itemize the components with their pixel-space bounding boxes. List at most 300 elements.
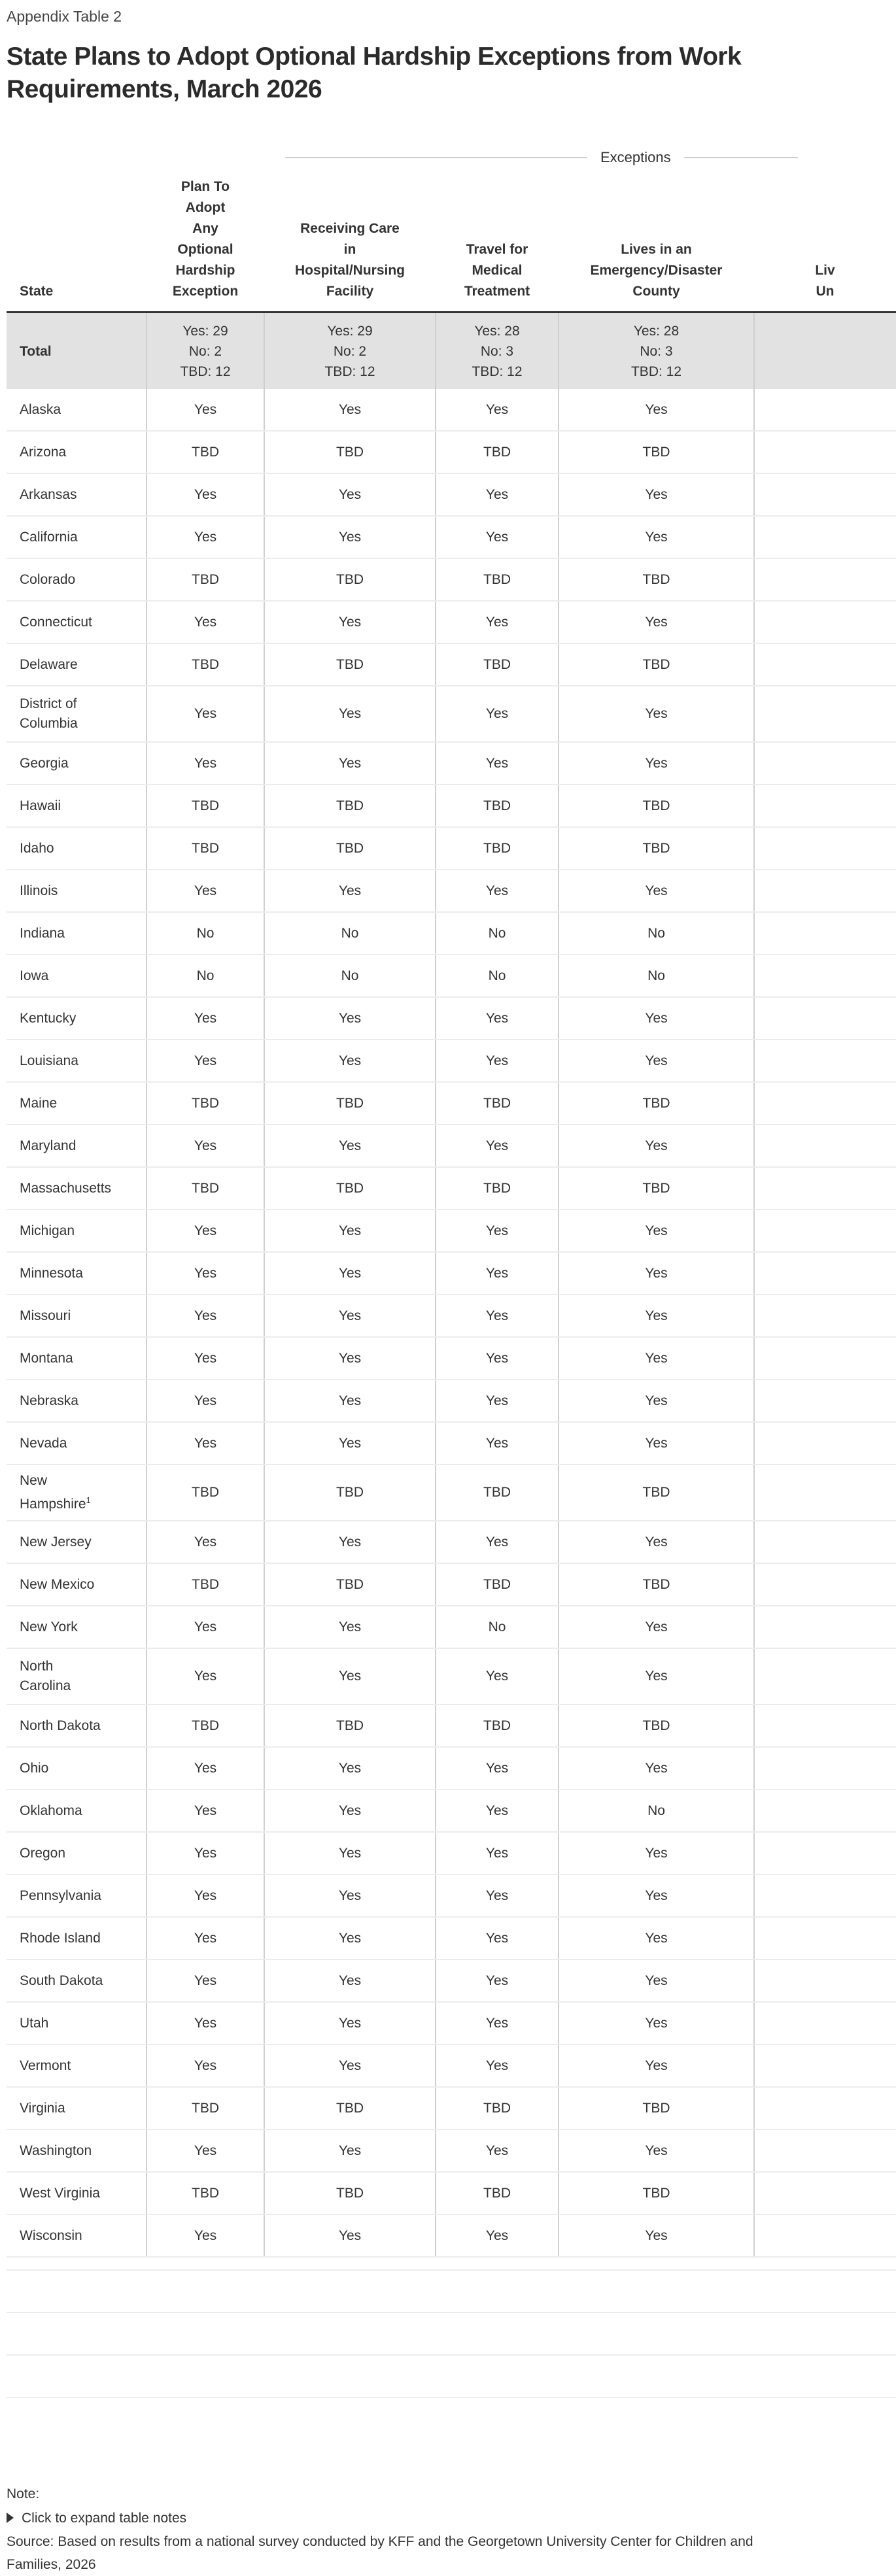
table-cell — [754, 558, 896, 601]
state-name-line: West Virginia — [20, 2185, 100, 2201]
table-row — [7, 1959, 896, 2002]
table-cell: Yes — [146, 1917, 264, 1959]
table-cell — [754, 1380, 896, 1422]
table-cell: Yes — [146, 686, 264, 742]
total-cell-line: TBD: 12 — [630, 364, 682, 379]
column-header-line: Treatment — [464, 284, 530, 299]
state-name-line: North — [20, 1659, 54, 1674]
state-name — [7, 1747, 146, 1789]
total-cell-line: No: 2 — [188, 343, 222, 359]
table-cell: Yes — [146, 1648, 264, 1704]
state-name-line: District of — [20, 696, 77, 711]
table-cell: Yes — [264, 473, 436, 516]
table-cell: TBD — [436, 1167, 559, 1210]
state-name-line: Massachusetts — [20, 1180, 112, 1196]
state-name — [7, 1521, 146, 1563]
state-name — [7, 1167, 146, 1210]
state-name — [7, 1380, 146, 1422]
table-cell: Yes — [559, 1606, 754, 1648]
table-cell: No — [146, 912, 264, 955]
table-cell: TBD — [264, 2087, 436, 2129]
column-header-line: State — [20, 284, 54, 299]
table-cell: TBD — [436, 643, 559, 686]
table-cell: Yes — [146, 1747, 264, 1789]
table-cell: Yes — [559, 1295, 754, 1337]
table-cell: Yes — [559, 2002, 754, 2044]
empty-cell — [436, 2355, 559, 2398]
table-cell — [754, 1874, 896, 1917]
table-cell: No — [436, 955, 559, 997]
source-text: Source: Based on results from a national survey conducted by KFF and the Georgetown University Center for Children and Families, 2026 — [7, 2534, 753, 2572]
table-cell: TBD — [559, 1563, 754, 1606]
table-row — [7, 1648, 896, 1704]
table-cell: No — [559, 912, 754, 955]
table-cell: Yes — [146, 1337, 264, 1380]
state-name — [7, 1959, 146, 2002]
group-rule-left — [285, 157, 587, 158]
state-name — [7, 1295, 146, 1337]
table-row — [7, 870, 896, 912]
table-row — [7, 2087, 896, 2129]
table-cell: TBD — [559, 1167, 754, 1210]
total-cell-line: Yes: 29 — [182, 323, 228, 339]
table-cell: Yes — [146, 2129, 264, 2172]
state-name-line: Indiana — [20, 925, 65, 941]
empty-cell — [436, 2270, 559, 2313]
table-cell: Yes — [436, 997, 559, 1040]
table-eyebrow: Appendix Table 2 — [7, 8, 122, 25]
table-row — [7, 742, 896, 785]
table-cell: Yes — [146, 1606, 264, 1648]
table-cell: Yes — [559, 516, 754, 558]
table-cell — [754, 431, 896, 473]
table-cell: TBD — [559, 558, 754, 601]
state-name-line: Colorado — [20, 571, 76, 587]
table-cell: Yes — [264, 742, 436, 785]
total-cell-line: No: 3 — [640, 343, 673, 359]
table-cell — [754, 2044, 896, 2087]
column-header[interactable] — [559, 177, 754, 313]
state-name — [7, 1832, 146, 1874]
table-row — [7, 2044, 896, 2087]
state-name — [7, 1789, 146, 1832]
table-cell: Yes — [146, 1422, 264, 1465]
table-cell: Yes — [264, 1747, 436, 1789]
empty-row — [7, 2355, 896, 2398]
table-cell: Yes — [559, 2129, 754, 2172]
table-cell: No — [146, 955, 264, 997]
column-header-line: Exception — [172, 284, 239, 299]
state-name-line: Wisconsin — [20, 2228, 82, 2243]
total-cell-line: No: 2 — [333, 343, 367, 359]
state-name — [7, 1563, 146, 1606]
table-cell — [754, 389, 896, 431]
state-name — [7, 431, 146, 473]
table-cell — [754, 1704, 896, 1747]
state-name — [7, 785, 146, 827]
column-header-line: Plan To — [181, 179, 230, 194]
total-row — [7, 313, 896, 390]
empty-cell — [559, 2270, 754, 2313]
table-cell — [754, 601, 896, 643]
table-cell: TBD — [559, 2172, 754, 2214]
table-cell — [754, 1082, 896, 1125]
state-name-line: Idaho — [20, 840, 54, 856]
table-cell: Yes — [559, 1648, 754, 1704]
table-cell: TBD — [436, 785, 559, 827]
column-header-line: Optional — [177, 242, 233, 257]
table-row — [7, 643, 896, 686]
table-cell: No — [264, 912, 436, 955]
empty-cell — [754, 2313, 896, 2355]
column-header-line: Any — [192, 221, 218, 236]
state-name-line: Kentucky — [20, 1010, 77, 1026]
table-cell: Yes — [146, 870, 264, 912]
table-cell: Yes — [264, 1125, 436, 1167]
table-row — [7, 473, 896, 516]
table-cell: Yes — [146, 2214, 264, 2257]
state-name-line: Carolina — [20, 1678, 71, 1693]
table-cell: No — [559, 1789, 754, 1832]
table-cell — [754, 1040, 896, 1082]
table-row — [7, 1422, 896, 1465]
column-header[interactable] — [146, 177, 264, 313]
table-row — [7, 1874, 896, 1917]
table-cell: TBD — [436, 1563, 559, 1606]
table-cell: TBD — [146, 643, 264, 686]
table-row — [7, 389, 896, 431]
table-cell: No — [559, 955, 754, 997]
state-name-line: Oregon — [20, 1845, 66, 1861]
table-row — [7, 912, 896, 955]
empty-cell — [754, 2270, 896, 2313]
table-cell: Yes — [146, 601, 264, 643]
table-row — [7, 1210, 896, 1252]
table-cell: Yes — [559, 1210, 754, 1252]
data-table-container[interactable] — [7, 177, 835, 2398]
total-label: Total — [7, 313, 146, 390]
table-cell: Yes — [436, 1422, 559, 1465]
table-cell: Yes — [264, 1959, 436, 2002]
table-row — [7, 1252, 896, 1295]
table-cell: Yes — [559, 389, 754, 431]
table-cell: Yes — [559, 2044, 754, 2087]
column-header-line: in — [343, 242, 356, 257]
table-cell — [754, 1917, 896, 1959]
empty-cell — [754, 2355, 896, 2398]
table-cell: Yes — [559, 1521, 754, 1563]
state-name-line: Maryland — [20, 1138, 77, 1153]
expand-notes-toggle[interactable] — [7, 2506, 785, 2530]
table-cell: TBD — [436, 1465, 559, 1521]
state-name — [7, 1648, 146, 1704]
state-name — [7, 1082, 146, 1125]
table-row — [7, 516, 896, 558]
table-row — [7, 997, 896, 1040]
table-row — [7, 601, 896, 643]
table-cell: TBD — [264, 1465, 436, 1521]
table-cell — [754, 912, 896, 955]
table-cell — [754, 1337, 896, 1380]
table-cell: Yes — [559, 742, 754, 785]
table-row — [7, 1167, 896, 1210]
state-name-line: Montana — [20, 1350, 73, 1366]
table-cell: Yes — [436, 1959, 559, 2002]
state-name — [7, 1465, 146, 1521]
table-cell: Yes — [559, 473, 754, 516]
table-cell: TBD — [264, 1563, 436, 1606]
table-cell — [754, 1125, 896, 1167]
table-cell — [754, 785, 896, 827]
table-row — [7, 558, 896, 601]
table-row — [7, 1125, 896, 1167]
empty-cell — [7, 2257, 146, 2270]
total-cell-line: TBD: 12 — [324, 364, 375, 379]
state-name-line-wrap — [20, 1497, 91, 1512]
column-header-line: Liv — [815, 263, 835, 278]
state-name — [7, 1252, 146, 1295]
table-cell: Yes — [559, 870, 754, 912]
table-cell: Yes — [436, 1747, 559, 1789]
state-name-line: Washington — [20, 2143, 92, 2158]
empty-cell — [146, 2257, 264, 2270]
table-cell: Yes — [146, 1380, 264, 1422]
table-cell: Yes — [146, 1959, 264, 2002]
group-rule-right — [684, 157, 798, 158]
table-cell: Yes — [264, 1040, 436, 1082]
column-header-line: Adopt — [185, 200, 226, 215]
total-cell-line: Yes: 28 — [474, 323, 520, 339]
empty-cell — [264, 2257, 436, 2270]
state-name — [7, 997, 146, 1040]
table-cell: TBD — [146, 1704, 264, 1747]
table-cell: TBD — [559, 1465, 754, 1521]
table-cell: TBD — [436, 2172, 559, 2214]
state-name — [7, 1917, 146, 1959]
state-name — [7, 1422, 146, 1465]
total-cell-line: No: 3 — [480, 343, 514, 359]
state-name — [7, 558, 146, 601]
table-cell: Yes — [436, 2044, 559, 2087]
state-name-line: Arizona — [20, 444, 67, 460]
table-cell: Yes — [436, 601, 559, 643]
column-header-line: Un — [816, 284, 835, 299]
table-cell — [754, 997, 896, 1040]
table-cell: Yes — [436, 473, 559, 516]
state-name — [7, 1874, 146, 1917]
state-name — [7, 870, 146, 912]
state-name — [7, 912, 146, 955]
table-cell: Yes — [264, 1380, 436, 1422]
table-cell: TBD — [559, 643, 754, 686]
table-cell: TBD — [559, 1082, 754, 1125]
column-header[interactable] — [264, 177, 436, 313]
table-cell: TBD — [559, 827, 754, 870]
expand-notes-label: Click to expand table notes — [22, 2511, 187, 2526]
state-name-line: Ohio — [20, 1760, 49, 1776]
state-name-line: Hawaii — [20, 798, 61, 813]
table-cell: Yes — [436, 1040, 559, 1082]
table-cell: TBD — [264, 1082, 436, 1125]
table-cell: Yes — [559, 2214, 754, 2257]
table-cell — [754, 2172, 896, 2214]
table-cell — [754, 1465, 896, 1521]
state-name-line-block — [20, 1491, 142, 1514]
empty-cell — [436, 2257, 559, 2270]
table-cell — [754, 1167, 896, 1210]
state-name-line: Nevada — [20, 1435, 67, 1451]
table-row — [7, 1747, 896, 1789]
table-cell: TBD — [146, 1465, 264, 1521]
table-cell: Yes — [264, 1874, 436, 1917]
total-cell — [436, 313, 559, 390]
table-cell: Yes — [559, 1337, 754, 1380]
table-cell: Yes — [146, 997, 264, 1040]
table-cell: Yes — [146, 1832, 264, 1874]
state-name-line: New — [20, 1473, 48, 1488]
table-cell: Yes — [264, 1917, 436, 1959]
state-name — [7, 516, 146, 558]
state-name — [7, 1040, 146, 1082]
table-cell: Yes — [264, 1521, 436, 1563]
table-row — [7, 431, 896, 473]
table-cell: Yes — [436, 2129, 559, 2172]
table-row — [7, 1380, 896, 1422]
table-cell: Yes — [146, 1210, 264, 1252]
table-cell: Yes — [436, 1295, 559, 1337]
table-cell: Yes — [559, 1040, 754, 1082]
empty-cell — [146, 2270, 264, 2313]
table-cell: Yes — [436, 2214, 559, 2257]
state-name-line: Oklahoma — [20, 1803, 82, 1818]
table-cell — [754, 1832, 896, 1874]
state-name — [7, 473, 146, 516]
column-header[interactable] — [436, 177, 559, 313]
data-table — [7, 177, 896, 2398]
table-cell: No — [436, 912, 559, 955]
table-cell: Yes — [146, 1040, 264, 1082]
table-cell: Yes — [559, 1917, 754, 1959]
table-cell: Yes — [146, 1252, 264, 1295]
table-cell: Yes — [559, 686, 754, 742]
table-cell: TBD — [264, 785, 436, 827]
table-cell: Yes — [264, 1648, 436, 1704]
table-row — [7, 1917, 896, 1959]
table-cell: Yes — [559, 997, 754, 1040]
column-header[interactable] — [754, 177, 896, 313]
table-cell — [754, 1521, 896, 1563]
table-cell: Yes — [264, 1252, 436, 1295]
state-name — [7, 2087, 146, 2129]
empty-cell — [146, 2355, 264, 2398]
table-cell — [754, 1210, 896, 1252]
table-cell — [754, 1563, 896, 1606]
empty-cell — [7, 2270, 146, 2313]
table-row — [7, 1563, 896, 1606]
table-cell — [754, 2087, 896, 2129]
table-cell: No — [264, 955, 436, 997]
state-name — [7, 601, 146, 643]
table-row — [7, 1082, 896, 1125]
empty-cell — [559, 2257, 754, 2270]
table-cell: No — [436, 1606, 559, 1648]
table-cell: Yes — [146, 1789, 264, 1832]
table-cell: TBD — [146, 558, 264, 601]
empty-cell — [7, 2355, 146, 2398]
state-name-line: Utah — [20, 2015, 49, 2031]
table-cell: Yes — [436, 1337, 559, 1380]
empty-cell — [559, 2355, 754, 2398]
column-header-line: County — [632, 284, 680, 299]
table-cell: Yes — [436, 1252, 559, 1295]
empty-cell — [264, 2355, 436, 2398]
table-cell: TBD — [146, 2087, 264, 2129]
state-name-line: South Dakota — [20, 1973, 103, 1988]
table-row — [7, 1832, 896, 1874]
table-cell: TBD — [559, 1704, 754, 1747]
table-cell: Yes — [146, 1521, 264, 1563]
table-cell: Yes — [264, 686, 436, 742]
total-cell-line: Yes: 29 — [327, 323, 373, 339]
state-name — [7, 2129, 146, 2172]
empty-cell — [754, 2257, 896, 2270]
table-cell: Yes — [264, 2214, 436, 2257]
column-header-line: Medical — [472, 263, 523, 278]
state-name-line: Minnesota — [20, 1265, 83, 1281]
table-cell: Yes — [436, 1125, 559, 1167]
table-row — [7, 2002, 896, 2044]
group-label: Exceptions — [600, 149, 671, 165]
table-cell: Yes — [264, 870, 436, 912]
empty-row — [7, 2257, 896, 2270]
column-header-state[interactable] — [7, 177, 146, 313]
table-cell: Yes — [559, 1874, 754, 1917]
table-cell: Yes — [559, 1252, 754, 1295]
table-cell: TBD — [264, 558, 436, 601]
table-row — [7, 1521, 896, 1563]
table-cell — [754, 686, 896, 742]
state-name — [7, 2214, 146, 2257]
table-cell: Yes — [559, 1959, 754, 2002]
table-cell: Yes — [264, 1210, 436, 1252]
table-cell: TBD — [264, 1167, 436, 1210]
table-cell: Yes — [146, 1874, 264, 1917]
table-cell: Yes — [264, 1337, 436, 1380]
state-name-line: Virginia — [20, 2100, 65, 2116]
table-cell: Yes — [436, 1210, 559, 1252]
empty-row — [7, 2313, 896, 2355]
table-cell — [754, 473, 896, 516]
table-cell: TBD — [436, 1704, 559, 1747]
table-cell: Yes — [436, 686, 559, 742]
footnote-marker[interactable]: 1 — [86, 1495, 91, 1505]
table-cell: TBD — [559, 2087, 754, 2129]
table-cell: Yes — [436, 389, 559, 431]
column-header-line: Lives in an — [621, 242, 692, 257]
column-header-line: Emergency/Disaster — [590, 263, 723, 278]
state-name — [7, 389, 146, 431]
table-cell — [754, 1295, 896, 1337]
table-cell: TBD — [559, 431, 754, 473]
column-group-header — [285, 149, 798, 166]
table-cell: Yes — [264, 2129, 436, 2172]
table-cell: Yes — [436, 1380, 559, 1422]
state-name — [7, 686, 146, 742]
total-cell — [146, 313, 264, 390]
total-cell-line: TBD: 12 — [180, 364, 231, 379]
total-cell-line: TBD: 12 — [472, 364, 523, 379]
state-name — [7, 2002, 146, 2044]
